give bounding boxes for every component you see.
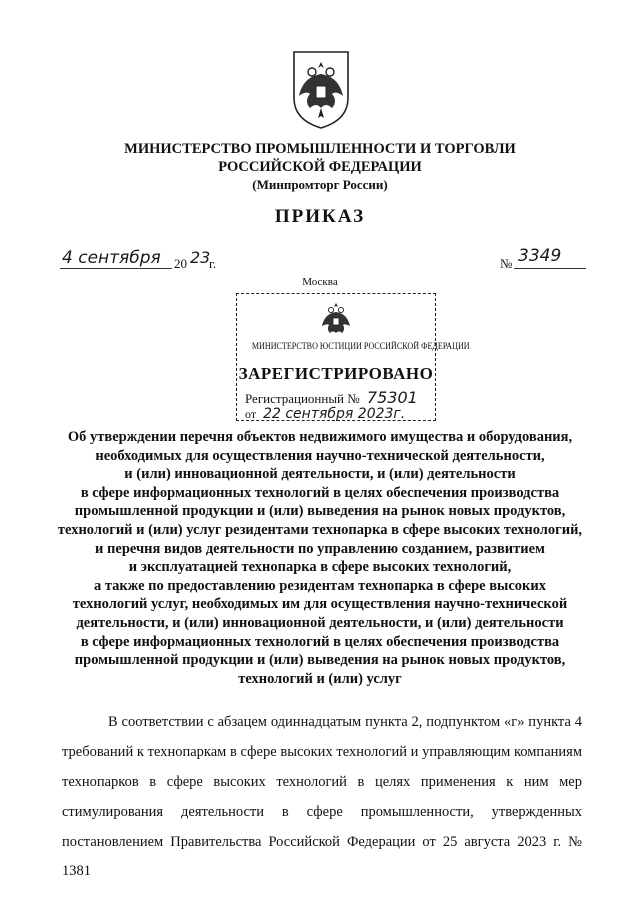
year-handwritten: 23 xyxy=(190,248,211,267)
title-line: промышленной продукции и (или) выведения на рынок новых продуктов, xyxy=(74,503,566,520)
title-line: технологий и (или) услуг xyxy=(238,670,402,687)
coat-of-arms-emblem xyxy=(290,48,352,130)
title-line: в сфере информационных технологий в целях обеспечения производства xyxy=(80,633,560,650)
ministry-name-line1: МИНИСТЕРСТВО ПРОМЫШЛЕННОСТИ И ТОРГОВЛИ xyxy=(124,141,516,157)
title-line: Об утверждении перечня объектов недвижимого имущества и оборудования, xyxy=(67,429,573,445)
document-type: ПРИКАЗ xyxy=(274,206,366,227)
title-line: а также по предоставлению резидентам технопарка в сфере высоких xyxy=(94,577,546,594)
title-line: промышленной продукции и (или) выведения на рынок новых продуктов, xyxy=(74,652,566,669)
body-line: постановлением Правительства Российской Федерации от 25 августа 2023 г. № 1381 xyxy=(62,834,582,879)
order-number-handwritten: 3349 xyxy=(518,246,562,266)
stamp-registered: ЗАРЕГИСТРИРОВАНО xyxy=(238,364,434,383)
stamp-reg-row xyxy=(245,388,418,407)
title-line: и (или) инновационной деятельности, и (или) деятельности xyxy=(124,466,516,483)
title-line: технологий услуг, необходимых им для осуществления научно-технической xyxy=(72,596,568,613)
year-prefix: 20 xyxy=(174,256,187,271)
title-line: и перечня видов деятельности по управлению созданием, развитием xyxy=(95,540,545,557)
stamp-reg-label: Регистрационный № xyxy=(245,391,360,406)
stamp-date-row xyxy=(245,406,405,422)
number-underline xyxy=(514,268,586,269)
order-date-handwritten: 4 сентября xyxy=(62,248,161,268)
ministry-short-name: (Минпромторг России) xyxy=(252,177,388,192)
stamp-date-label: от xyxy=(245,407,257,421)
title-line: технологий и (или) услуг резидентами технопарка в сфере высоких технологий, xyxy=(57,521,583,538)
city: Москва xyxy=(302,276,338,288)
title-line: деятельности, и (или) инновационной деятельности, и (или) деятельности xyxy=(76,614,564,631)
order-title xyxy=(0,428,640,688)
body-line: В соответствии с абзацем одиннадцатым пункта 2, подпунктом «г» пункта 4 xyxy=(108,714,582,730)
number-prefix: № xyxy=(500,256,513,271)
stamp-ministry: МИНИСТЕРСТВО ЮСТИЦИИ РОССИЙСКОЙ ФЕДЕРАЦИИ xyxy=(251,342,470,352)
ministry-name-line2: РОССИЙСКОЙ ФЕДЕРАЦИИ xyxy=(218,159,422,175)
year-suffix: г. xyxy=(209,256,217,271)
stamp-reg-date: 22 сентября 2023г. xyxy=(263,406,406,422)
title-line: в сфере информационных технологий в целях обеспечения производства xyxy=(80,484,560,501)
body-line: требований к технопаркам в сфере высоких технологий и управляющим компаниям xyxy=(62,744,582,760)
body-line: стимулирования деятельности в сфере промышленности, утвержденных xyxy=(62,804,582,820)
date-underline xyxy=(60,268,172,269)
registration-stamp xyxy=(236,293,470,422)
title-line: необходимых для осуществления научно-технической деятельности, xyxy=(95,447,545,464)
body-line: технопарков в сфере высоких технологий в целях применения к ним мер xyxy=(62,774,582,790)
stamp-emblem-icon xyxy=(319,300,353,338)
stamp-reg-number: 75301 xyxy=(366,388,418,407)
title-line: и эксплуатацией технопарка в сфере высоких технологий, xyxy=(128,559,512,576)
